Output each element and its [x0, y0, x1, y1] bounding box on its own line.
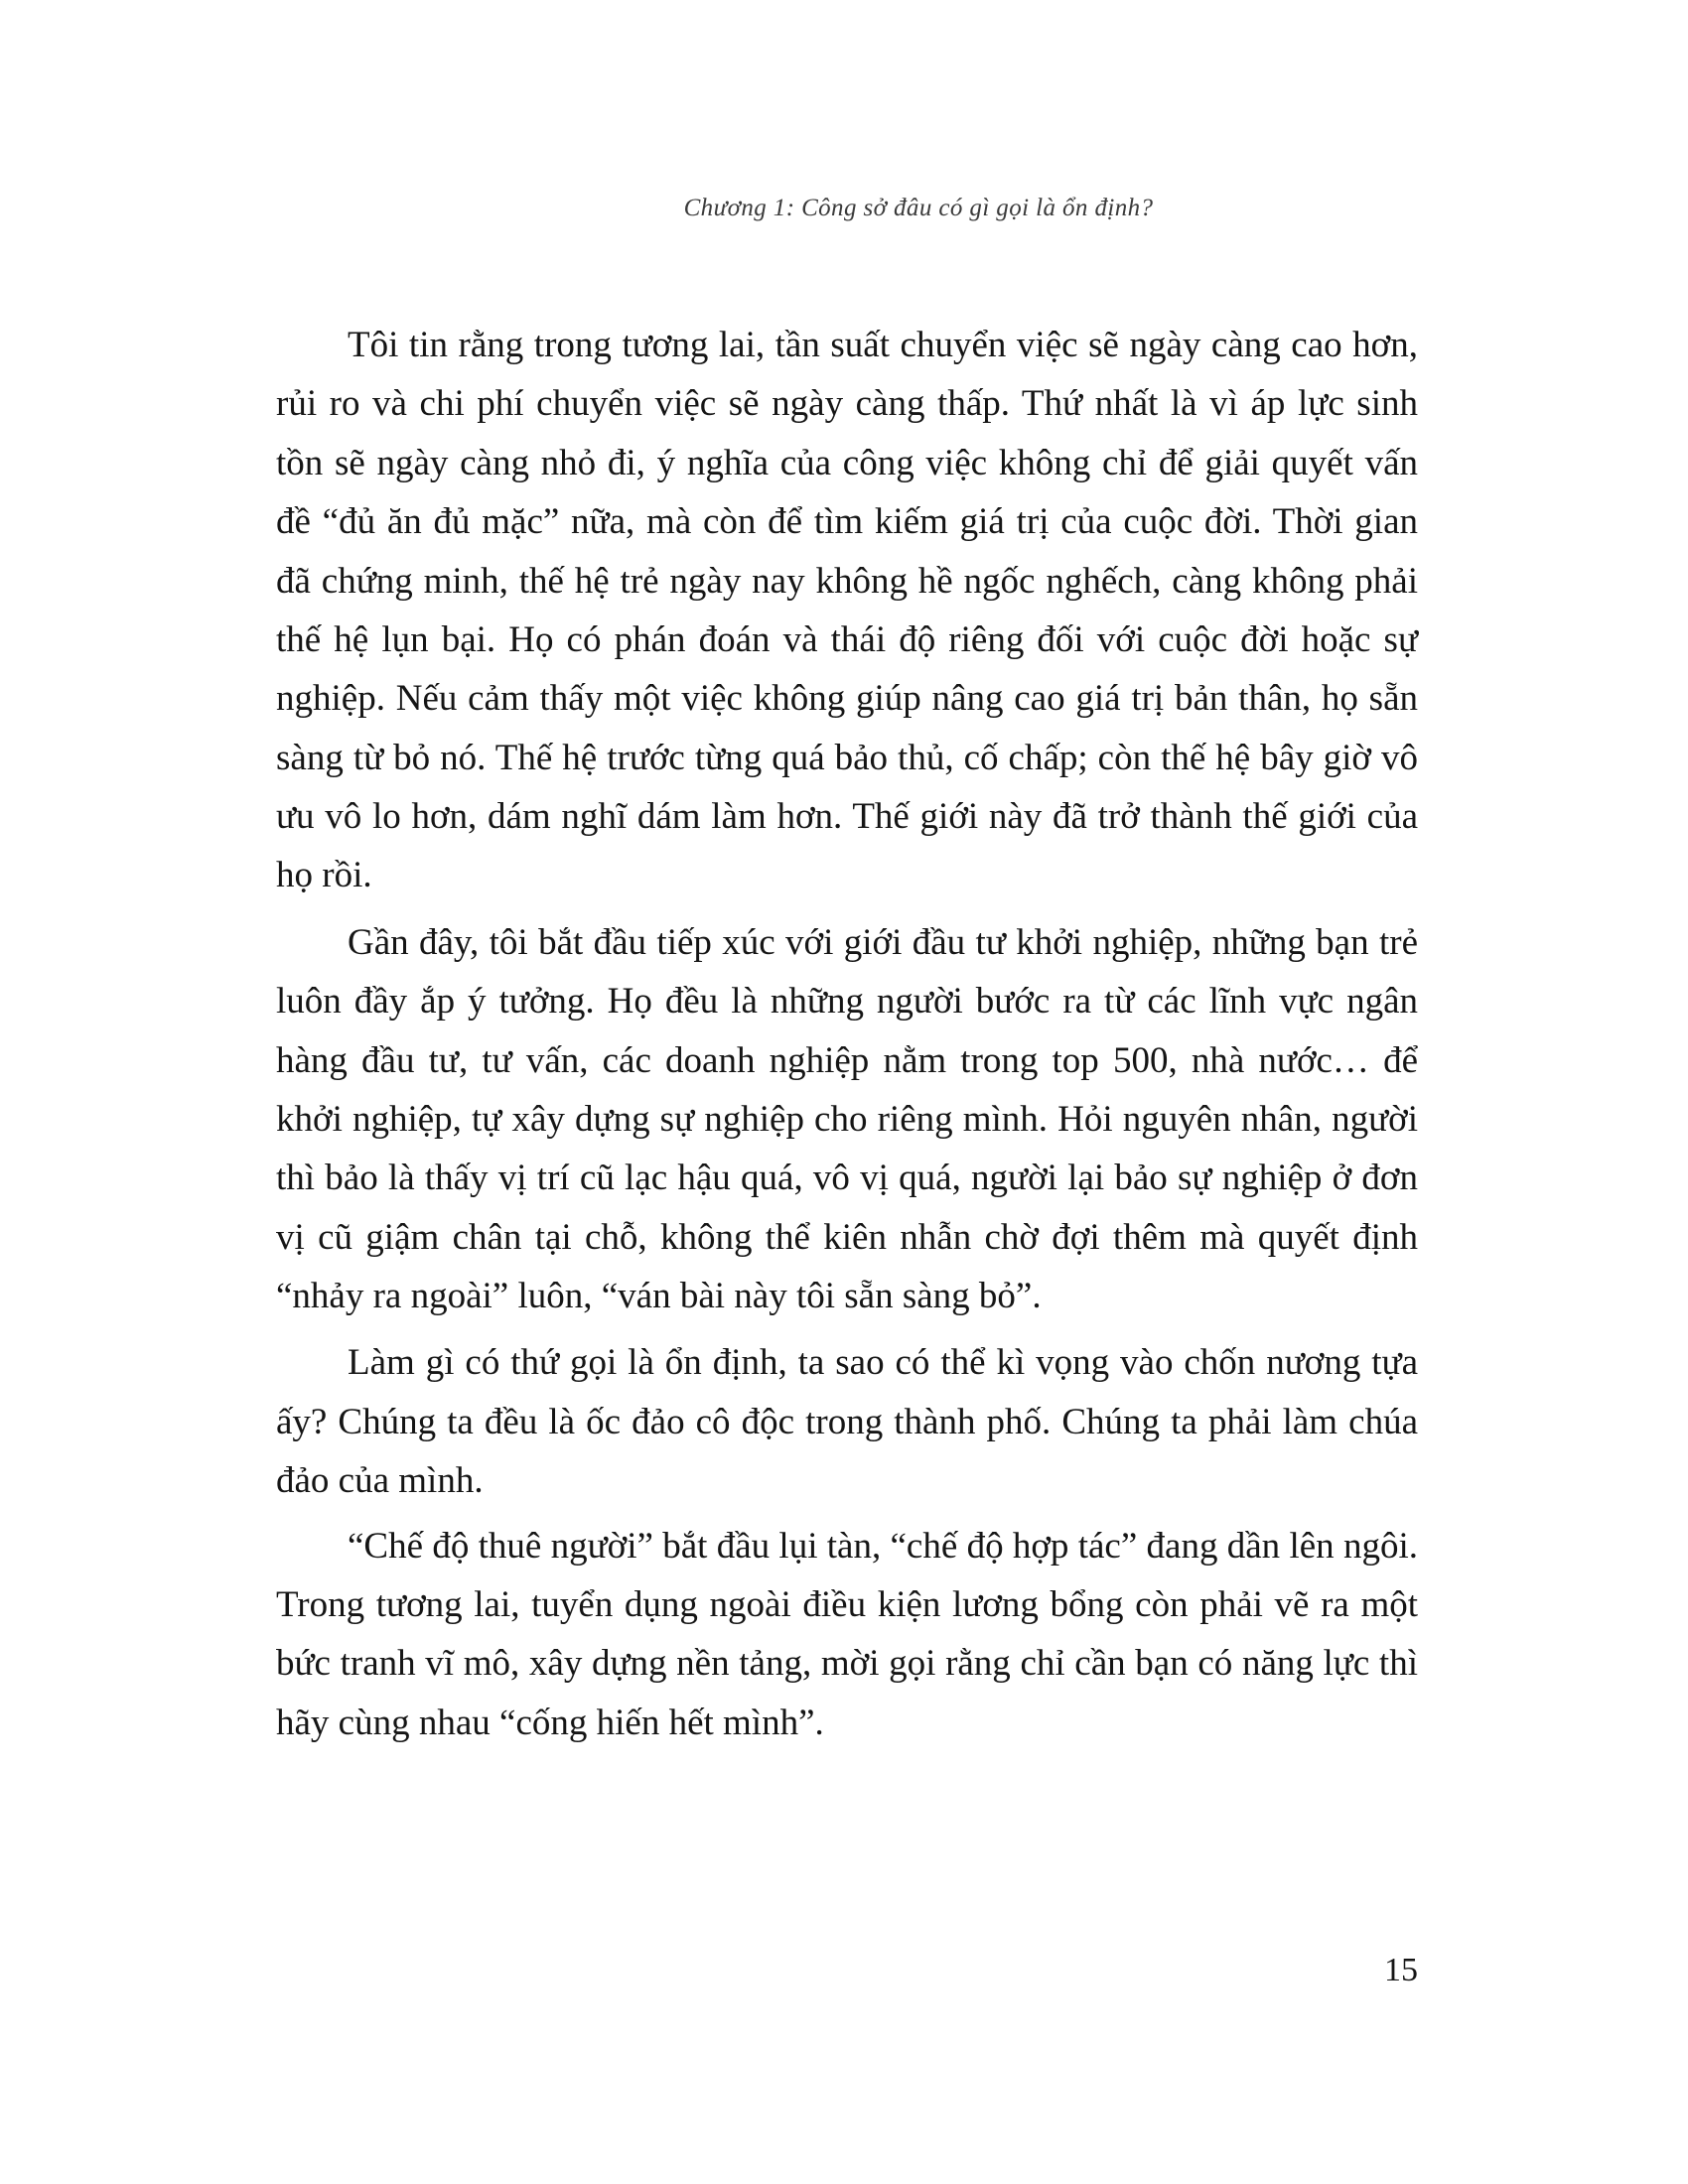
paragraph: Gần đây, tôi bắt đầu tiếp xúc với giới đầu tư khởi nghiệp, những bạn trẻ luôn đầy ắp ý tưởng. Họ đều là những người bước ra từ các lĩnh vực ngân hàng đầu tư, tư vấn, các doanh nghiệp nằm trong top 500, nhà nước… để khởi nghiệp, tự xây dựng sự nghiệp cho riêng mình. Hỏi nguyên nhân, người thì bảo là thấy vị trí cũ lạc hậu quá, vô vị quá, người lại bảo sự nghiệp ở đơn vị cũ giậm chân tại chỗ, không thể kiên nhẫn chờ đợi thêm mà quyết định “nhảy ra ngoài” luôn, “ván bài này tôi sẵn sàng bỏ”.	[276, 921, 1418, 1316]
body-text	[276, 316, 1418, 1758]
running-head: Chương 1: Công sở đâu có gì gọi là ổn định?	[683, 195, 1154, 221]
paragraph: “Chế độ thuê người” bắt đầu lụi tàn, “chế độ hợp tác” đang dần lên ngôi. Trong tương lai, tuyển dụng ngoài điều kiện lương bổng còn phải vẽ ra một bức tranh vĩ mô, xây dựng nền tảng, mời gọi rằng chỉ cần bạn có năng lực thì hãy cùng nhau “cống hiến hết mình”.	[276, 1525, 1418, 1743]
page-number: 15	[1384, 1952, 1418, 1988]
paragraph: Làm gì có thứ gọi là ổn định, ta sao có thể kì vọng vào chốn nương tựa ấy? Chúng ta đều là ốc đảo cô độc trong thành phố. Chúng ta phải làm chúa đảo của mình.	[276, 1342, 1418, 1502]
paragraph: Tôi tin rằng trong tương lai, tần suất chuyển việc sẽ ngày càng cao hơn, rủi ro và chi phí chuyển việc sẽ ngày càng thấp. Thứ nhất là vì áp lực sinh tồn sẽ ngày càng nhỏ đi, ý nghĩa của công việc không chỉ để giải quyết vấn đề “đủ ăn đủ mặc” nữa, mà còn để tìm kiếm giá trị của cuộc đời. Thời gian đã chứng minh, thế hệ trẻ ngày nay không hề ngốc nghếch, càng không phải thế hệ lụn bại. Họ có phán đoán và thái độ riêng đối với cuộc đời hoặc sự nghiệp. Nếu cảm thấy một việc không giúp nâng cao giá trị bản thân, họ sẵn sàng từ bỏ nó. Thế hệ trước từng quá bảo thủ, cố chấp; còn thế hệ bây giờ vô ưu vô lo hơn, dám nghĩ dám làm hơn. Thế giới này đã trở thành thế giới của họ rồi.	[276, 325, 1418, 896]
